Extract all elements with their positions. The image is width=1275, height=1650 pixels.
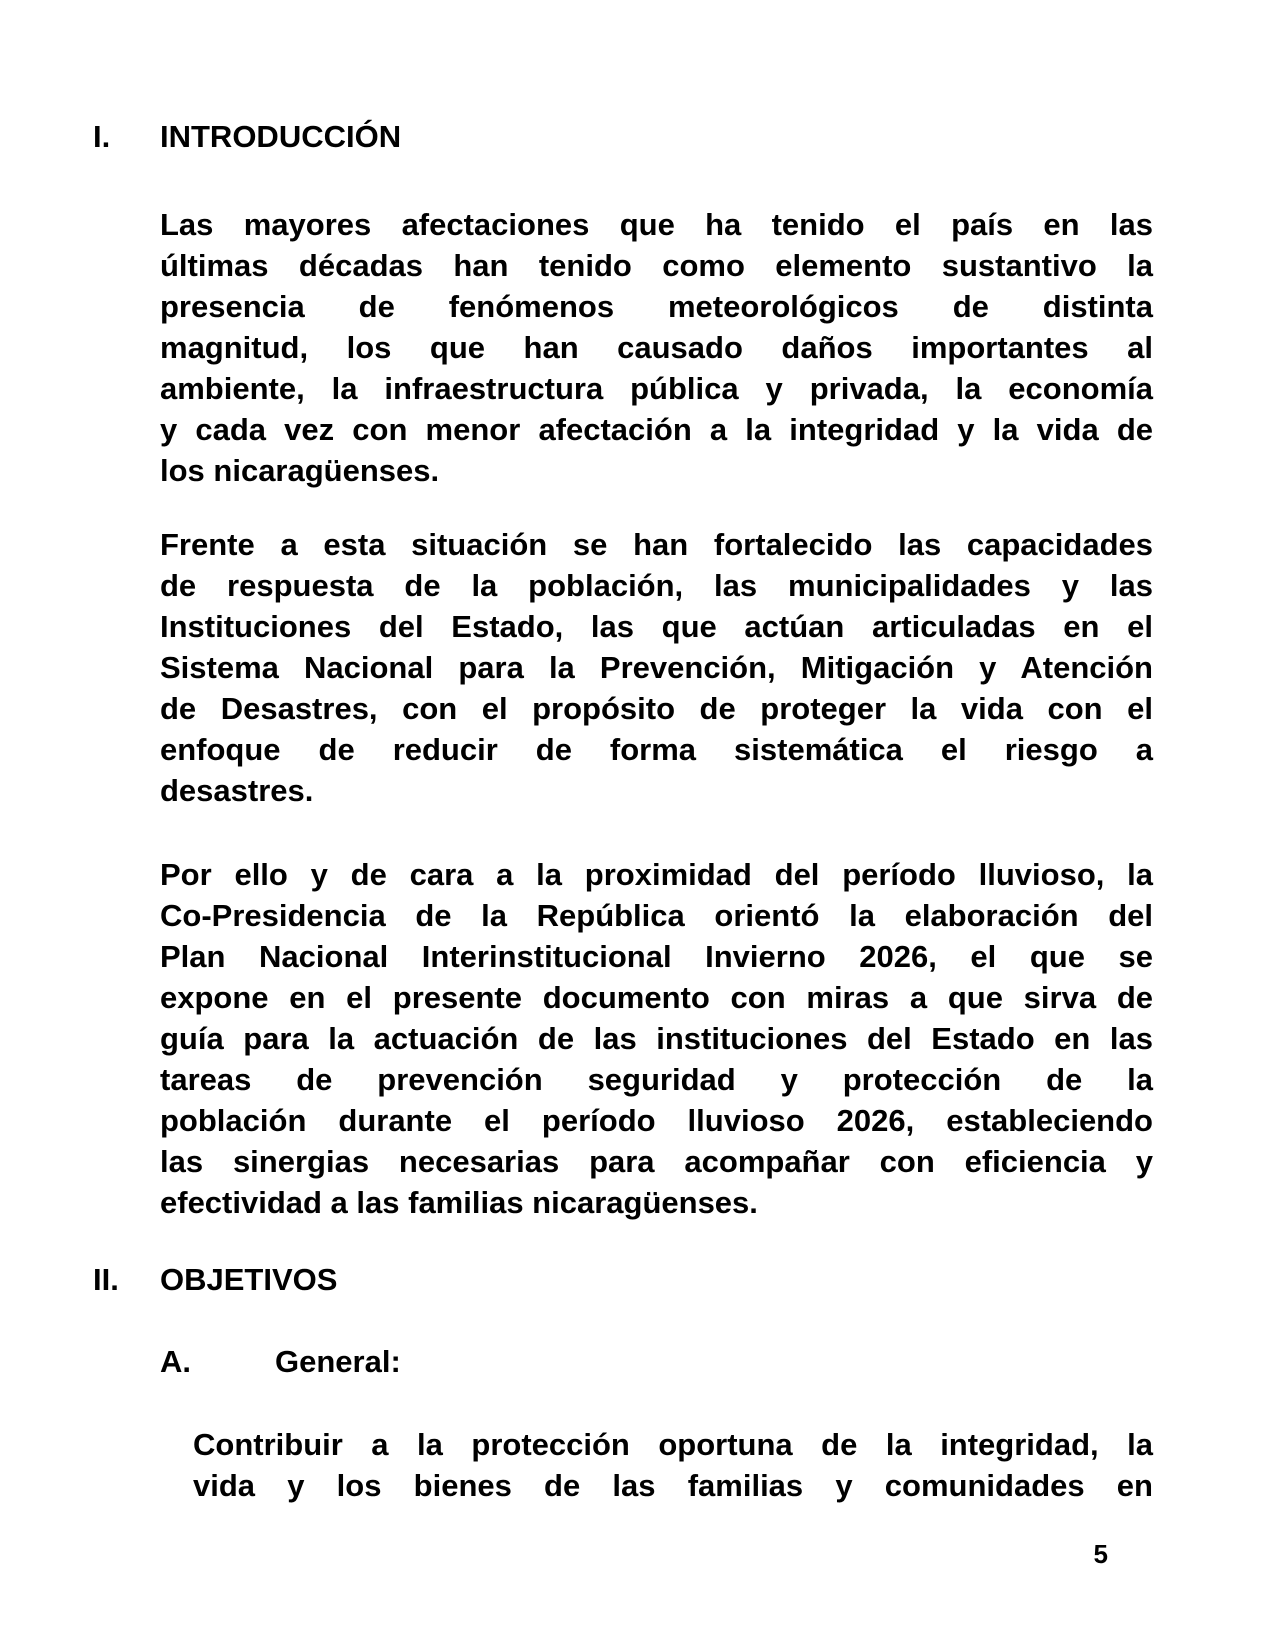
paragraph-intro-3: [160, 854, 1153, 1223]
subsection-title: General:: [275, 1344, 401, 1379]
subsection-letter: A.: [160, 1344, 191, 1379]
subsection-heading-general: [160, 1341, 401, 1382]
text-line: los nicaragüenses.: [160, 453, 440, 488]
text-line: presencia de fenómenos meteorológicos de distinta: [160, 289, 1153, 324]
text-line: y cada vez con menor afectación a la integridad y la vida de: [160, 412, 1153, 447]
text-line: Las mayores afectaciones que ha tenido el país en las: [160, 207, 1153, 242]
text-line: guía para la actuación de las instituciones del Estado en las: [160, 1021, 1153, 1056]
paragraph-general-1: [193, 1424, 1153, 1506]
text-line: población durante el período lluvioso 2026, estableciendo: [160, 1103, 1153, 1138]
text-line: efectividad a las familias nicaragüenses.: [160, 1185, 758, 1220]
text-line: Instituciones del Estado, las que actúan articuladas en el: [160, 609, 1153, 644]
section-numeral: I.: [93, 119, 111, 154]
text-line: enfoque de reducir de forma sistemática el riesgo a: [160, 732, 1153, 767]
text-line: últimas décadas han tenido como elemento sustantivo la: [160, 248, 1153, 283]
text-line: tareas de prevención seguridad y protección de la: [160, 1062, 1153, 1097]
section-title: INTRODUCCIÓN: [160, 119, 402, 154]
text-line: Frente a esta situación se han fortalecido las capacidades: [160, 527, 1153, 562]
page-number: 5: [1093, 1539, 1108, 1569]
text-line: de Desastres, con el propósito de proteger la vida con el: [160, 691, 1153, 726]
text-line: Contribuir a la protección oportuna de la integridad, la: [193, 1427, 1153, 1462]
section-title: OBJETIVOS: [160, 1262, 338, 1297]
text-line: vida y los bienes de las familias y comunidades en: [193, 1468, 1153, 1503]
text-line: de respuesta de la población, las municipalidades y las: [160, 568, 1153, 603]
text-line: magnitud, los que han causado daños importantes al: [160, 330, 1153, 365]
section-numeral: II.: [93, 1262, 119, 1297]
text-line: Plan Nacional Interinstitucional Invierno 2026, el que se: [160, 939, 1153, 974]
text-line: desastres.: [160, 773, 314, 808]
paragraph-intro-1: [160, 204, 1153, 491]
text-line: ambiente, la infraestructura pública y privada, la economía: [160, 371, 1153, 406]
text-line: las sinergias necesarias para acompañar con eficiencia y: [160, 1144, 1153, 1179]
text-line: expone en el presente documento con miras a que sirva de: [160, 980, 1153, 1015]
section-heading-objetivos: [93, 1259, 337, 1300]
text-line: Co-Presidencia de la República orientó la elaboración del: [160, 898, 1153, 933]
paragraph-intro-2: [160, 524, 1153, 811]
section-heading-introduccion: [93, 116, 401, 157]
text-line: Por ello y de cara a la proximidad del período lluvioso, la: [160, 857, 1153, 892]
text-line: Sistema Nacional para la Prevención, Mitigación y Atención: [160, 650, 1153, 685]
